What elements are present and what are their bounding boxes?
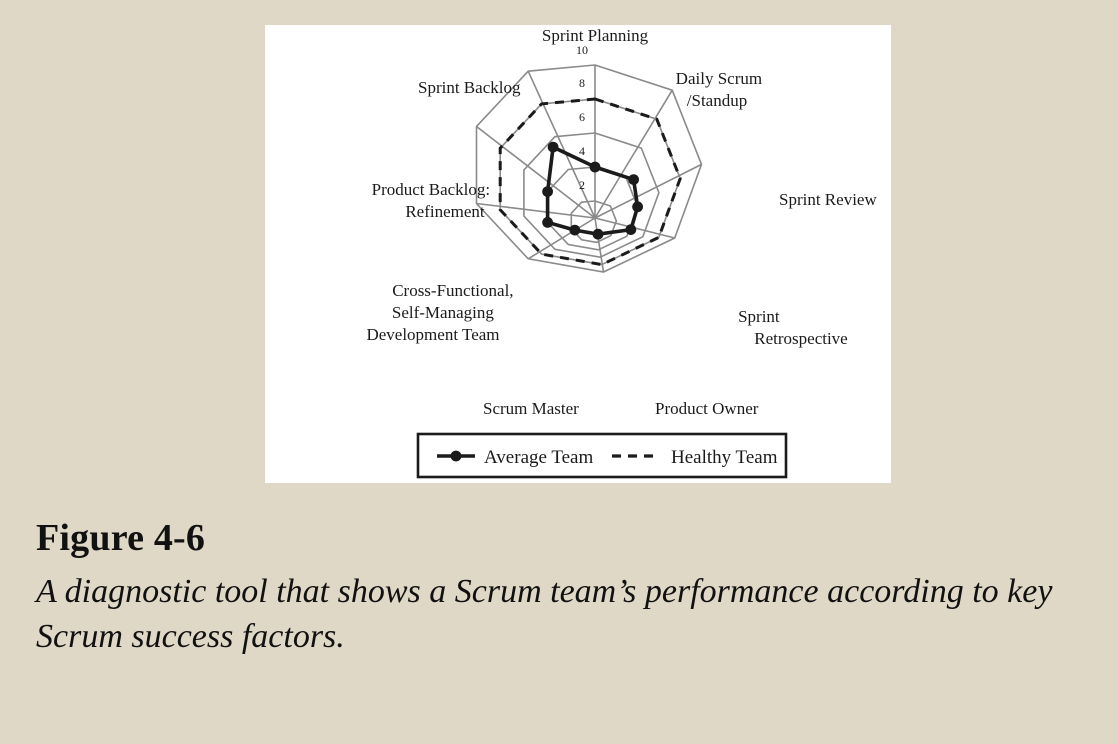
data-point (626, 224, 637, 235)
data-point (593, 229, 604, 240)
figure-number: Figure 4-6 (36, 517, 206, 559)
spoke-8 (477, 127, 596, 219)
figure-panel (265, 25, 891, 483)
data-point (569, 225, 580, 236)
data-point (632, 201, 643, 212)
figure-caption (36, 516, 1086, 660)
data-point (590, 162, 601, 173)
axis-label-scrum-master: Scrum Master (483, 399, 579, 418)
series-healthy-team (500, 99, 680, 265)
axis-labels (366, 26, 877, 418)
data-point (542, 186, 553, 197)
legend-label-healthy-team: Healthy Team (671, 447, 778, 468)
axis-label-sprint-planning: Sprint Planning (541, 26, 649, 45)
axis-label-product-owner: Product Owner (655, 399, 759, 418)
spoke-6 (528, 218, 595, 259)
series-average-team (548, 147, 638, 234)
spoke-7 (477, 204, 596, 219)
axis-label-daily-scrum: Daily Scrum /Standup (675, 69, 763, 110)
radar-chart (265, 25, 891, 483)
chart-legend (418, 434, 786, 477)
legend-marker-average-dot (451, 451, 462, 462)
tick-label-4: 4 (579, 144, 585, 158)
grid-ring-4 (548, 167, 638, 250)
tick-label-6: 6 (579, 110, 585, 124)
data-point (628, 174, 639, 185)
axis-label-sprint-review: Sprint Review (779, 190, 877, 209)
figure-caption-text: A diagnostic tool that shows a Scrum team’s performance according to key Scrum success factors. (36, 573, 1053, 655)
tick-label-8: 8 (579, 76, 585, 90)
tick-label-10: 10 (576, 43, 588, 57)
data-point (548, 142, 559, 153)
legend-label-average-team: Average Team (484, 447, 594, 468)
axis-label-sprint-retrospective: Sprint Retrospective (738, 307, 848, 348)
axis-label-product-backlog: Product Backlog: Refinement (371, 180, 491, 221)
axis-label-dev-team: Cross-Functional, Self-Managing Development Team (366, 281, 514, 344)
axis-label-sprint-backlog: Sprint Backlog (418, 78, 521, 97)
data-point (542, 217, 553, 228)
tick-label-2: 2 (579, 178, 585, 192)
